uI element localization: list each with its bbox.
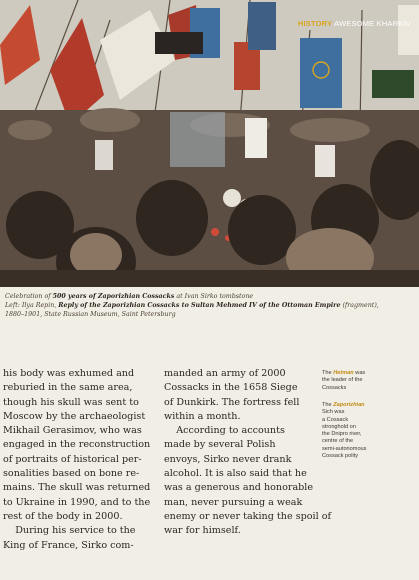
note-line: Cossack polity [322,453,359,460]
publication-label: AWESOME KHARKIV [334,19,411,28]
note-line: centre of the [322,438,354,445]
text-line: sonalities based on bone re- [3,468,140,480]
sidebar-note-hetman [322,370,412,392]
sidebar-note-sich [322,402,412,460]
note-line: semi-autonomous [322,445,367,452]
text-line: of Dunkirk. The fortress fell [164,396,300,408]
text-line: was a generous and honorable [164,482,314,494]
text-line: within a month. [164,410,241,422]
text-line: According to accounts [164,425,285,437]
photo-caption [5,292,410,319]
crowd-illustration [0,0,419,287]
ceremony-photo [0,0,419,287]
section-label: HISTORY [297,19,333,28]
text-line: reburied in the same area, [3,382,133,394]
caption-line-2: Left: Ilya Repin, Reply of the Zaporizhian Cossacks to Sultan Mehmed IV of the Ottoman Empire (fragment), [5,302,379,309]
body-column-1 [3,367,153,553]
text-line: man, never pursuing a weak [164,496,303,508]
note-line: The Zaporizhian [322,402,365,408]
text-line: rest of the body in 2000. [3,510,123,522]
text-line: manded an army of 2000 [164,368,286,379]
note-line: Sich was [322,409,345,416]
text-line: mains. The skull was returned [3,482,151,494]
text-line: made by several Polish [164,439,276,451]
text-line: to Ukraine in 1990, and to the [3,496,151,508]
note-line: The Hetman was [322,370,366,376]
text-line: Moscow by the archaeologist [3,410,146,422]
text-line: enemy or never taking the spoil of [164,510,332,522]
note-line: stronghold on [322,423,356,430]
note-line: the Dnipro river, [322,431,362,438]
note-line: a Cossack [322,416,349,423]
text-line: King of France, Sirko com- [3,539,134,551]
body-column-2 [164,367,332,539]
text-line: Cossacks in the 1658 Siege [164,382,298,394]
blue-banner [300,38,342,108]
text-line: war for himself. [164,525,241,537]
text-line: Mikhail Gerasimov, who was [3,425,142,437]
caption-line-1: Celebration of 500 years of Zaporizhian Cossacks at Ivan Sirko tombstone [5,293,254,300]
caption-line-3: 1880–1901, State Russian Museum, Saint Petersburg [5,311,176,318]
text-line: of portraits of historical per- [3,453,142,465]
note-line: the leader of the [322,377,363,384]
running-header [298,19,411,28]
note-term: Hetman [333,370,354,376]
note-term: Zaporizhian [333,402,365,408]
text-line: During his service to the [3,525,136,537]
text-line: though his skull was sent to [3,396,139,408]
text-line: engaged in the reconstruction [3,439,151,451]
text-line: envoys, Sirko never drank [164,453,292,465]
text-line: alcohol. It is also said that he [164,468,307,480]
text-line: his body was exhumed and [3,368,135,379]
note-line: Cossacks [322,384,347,391]
